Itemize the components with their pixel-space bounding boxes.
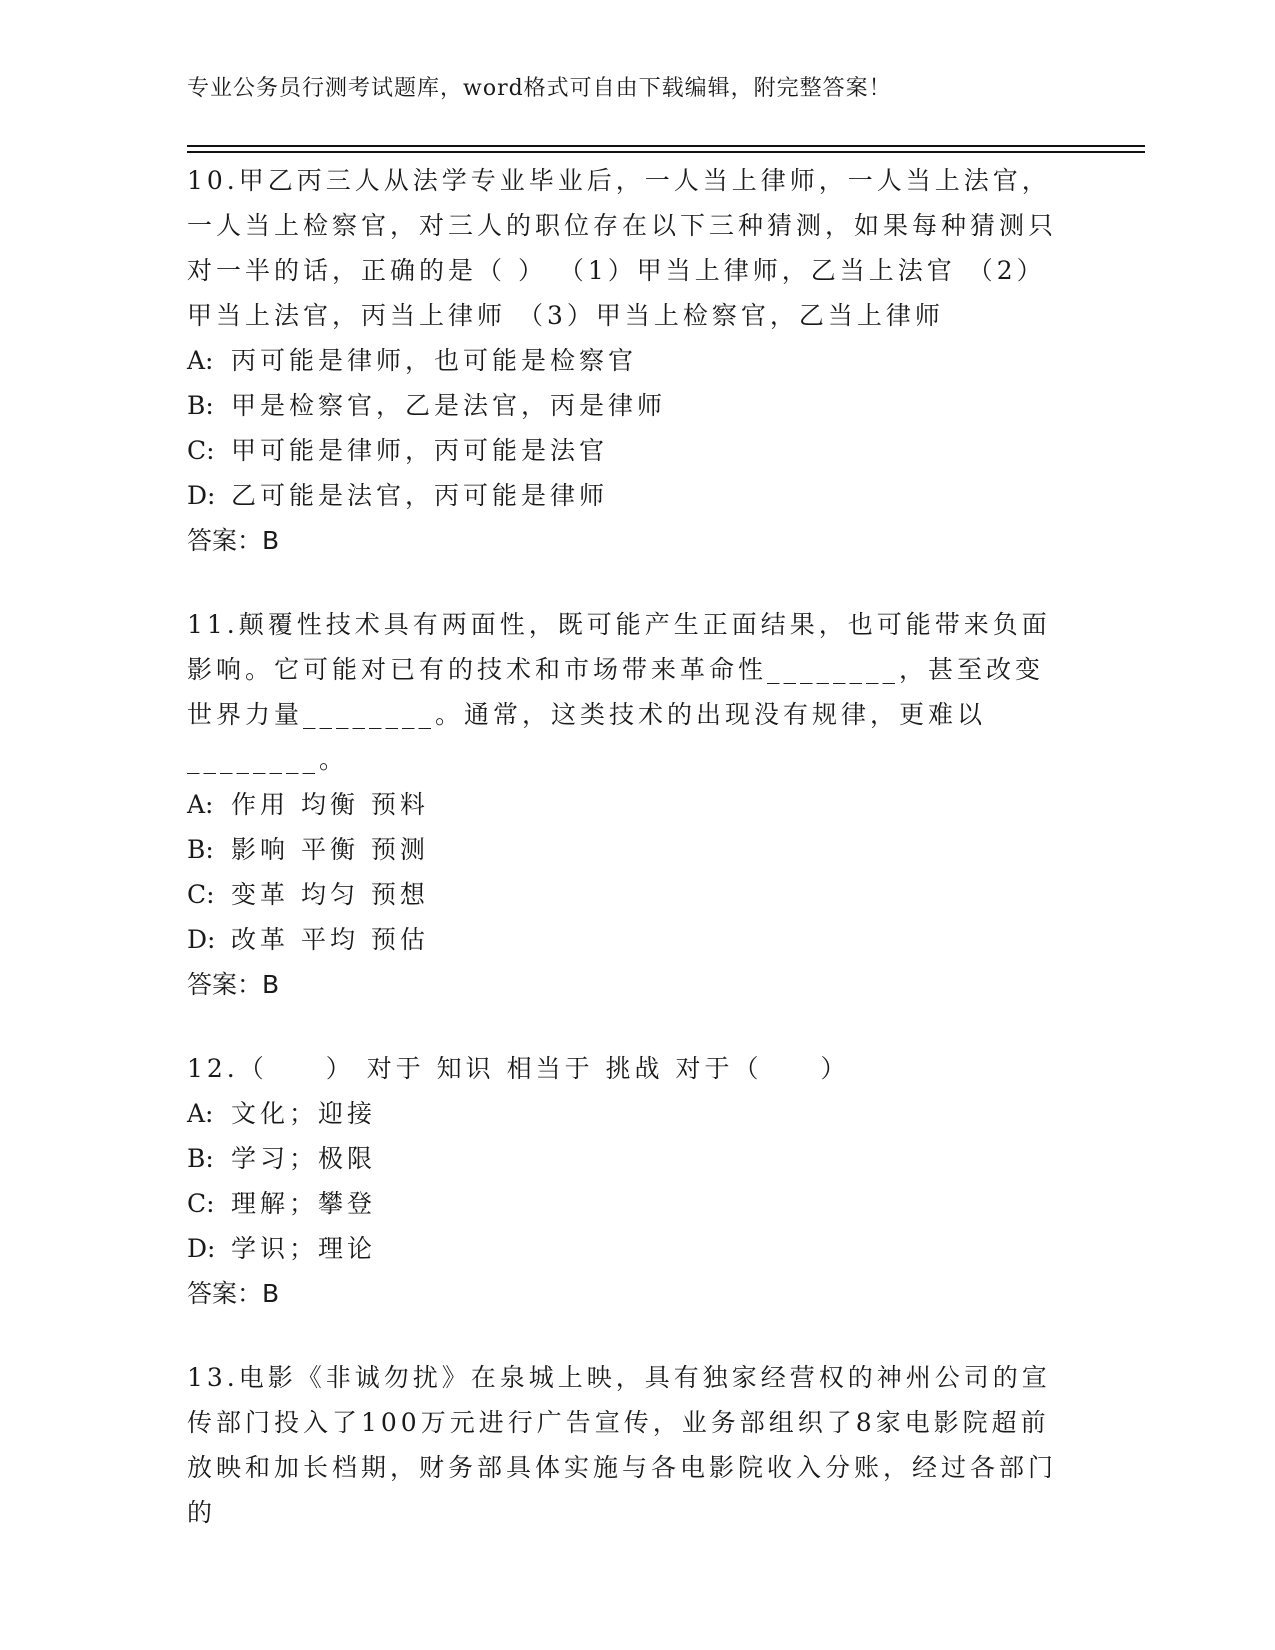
question-list (187, 158, 1067, 1574)
header-rule-bottom (187, 151, 1145, 153)
option-letter: D: (187, 1234, 216, 1263)
question-10 (187, 158, 1067, 563)
answer-line: 答案：B (187, 1279, 280, 1308)
option-b (187, 827, 1067, 872)
page-header: 专业公务员行测考试题库，word格式可自由下载编辑，附完整答案！ (187, 76, 892, 101)
option-text: 乙可能是法官，丙可能是律师 (231, 481, 609, 510)
option-letter: D: (187, 925, 216, 954)
option-d (187, 917, 1067, 962)
option-letter: D: (187, 481, 216, 510)
option-text: 丙可能是律师，也可能是检察官 (231, 346, 638, 375)
option-text: 变革 均匀 预想 (231, 880, 429, 909)
option-letter: B: (187, 1144, 214, 1173)
option-text: 学习；极限 (231, 1144, 377, 1173)
option-letter: B: (187, 835, 214, 864)
question-stem: 11.颠覆性技术具有两面性，既可能产生正面结果，也可能带来负面影响。它可能对已有的技术和市场带来革命性________，甚至改变世界力量________。通常，这类技术的出现没有规律，更难以________。 (187, 610, 1051, 774)
option-letter: C: (187, 436, 215, 465)
answer-line: 答案：B (187, 526, 280, 555)
question-11 (187, 602, 1067, 1007)
option-text: 影响 平衡 预测 (231, 835, 429, 864)
option-c (187, 428, 1067, 473)
option-letter: B: (187, 391, 214, 420)
option-c (187, 872, 1067, 917)
option-text: 改革 平均 预估 (231, 925, 429, 954)
option-c (187, 1181, 1067, 1226)
question-12 (187, 1046, 1067, 1316)
option-b (187, 383, 1067, 428)
option-text: 学识；理论 (231, 1234, 377, 1263)
option-letter: C: (187, 1189, 215, 1218)
option-letter: A: (187, 346, 214, 375)
question-stem: 13.电影《非诚勿扰》在泉城上映，具有独家经营权的神州公司的宣传部门投入了100万元进行广告宣传，业务部组织了8家电影院超前放映和加长档期，财务部具体实施与各电影院收入分账，经过各部门的 (187, 1363, 1058, 1527)
option-letter: A: (187, 1099, 214, 1128)
option-a (187, 338, 1067, 383)
option-d (187, 1226, 1067, 1271)
question-13 (187, 1355, 1067, 1535)
header-rule-top (187, 145, 1145, 147)
option-letter: A: (187, 790, 214, 819)
option-b (187, 1136, 1067, 1181)
option-text: 甲是检察官，乙是法官，丙是律师 (231, 391, 667, 420)
option-text: 作用 均衡 预料 (231, 790, 429, 819)
option-a (187, 782, 1067, 827)
question-stem: 12.（ ） 对于 知识 相当于 挑战 对于（ ） (187, 1054, 850, 1083)
option-text: 甲可能是律师，丙可能是法官 (231, 436, 609, 465)
option-text: 理解；攀登 (231, 1189, 377, 1218)
option-text: 文化；迎接 (231, 1099, 377, 1128)
answer-line: 答案：B (187, 970, 280, 999)
question-stem: 10.甲乙丙三人从法学专业毕业后，一人当上律师，一人当上法官，一人当上检察官，对三人的职位存在以下三种猜测，如果每种猜测只对一半的话，正确的是（ ） （1）甲当上律师，乙当上法官 （2）甲当上法官，丙当上律师 （3）甲当上检察官，乙当上律师 (187, 166, 1058, 330)
option-d (187, 473, 1067, 518)
option-letter: C: (187, 880, 215, 909)
option-a (187, 1091, 1067, 1136)
